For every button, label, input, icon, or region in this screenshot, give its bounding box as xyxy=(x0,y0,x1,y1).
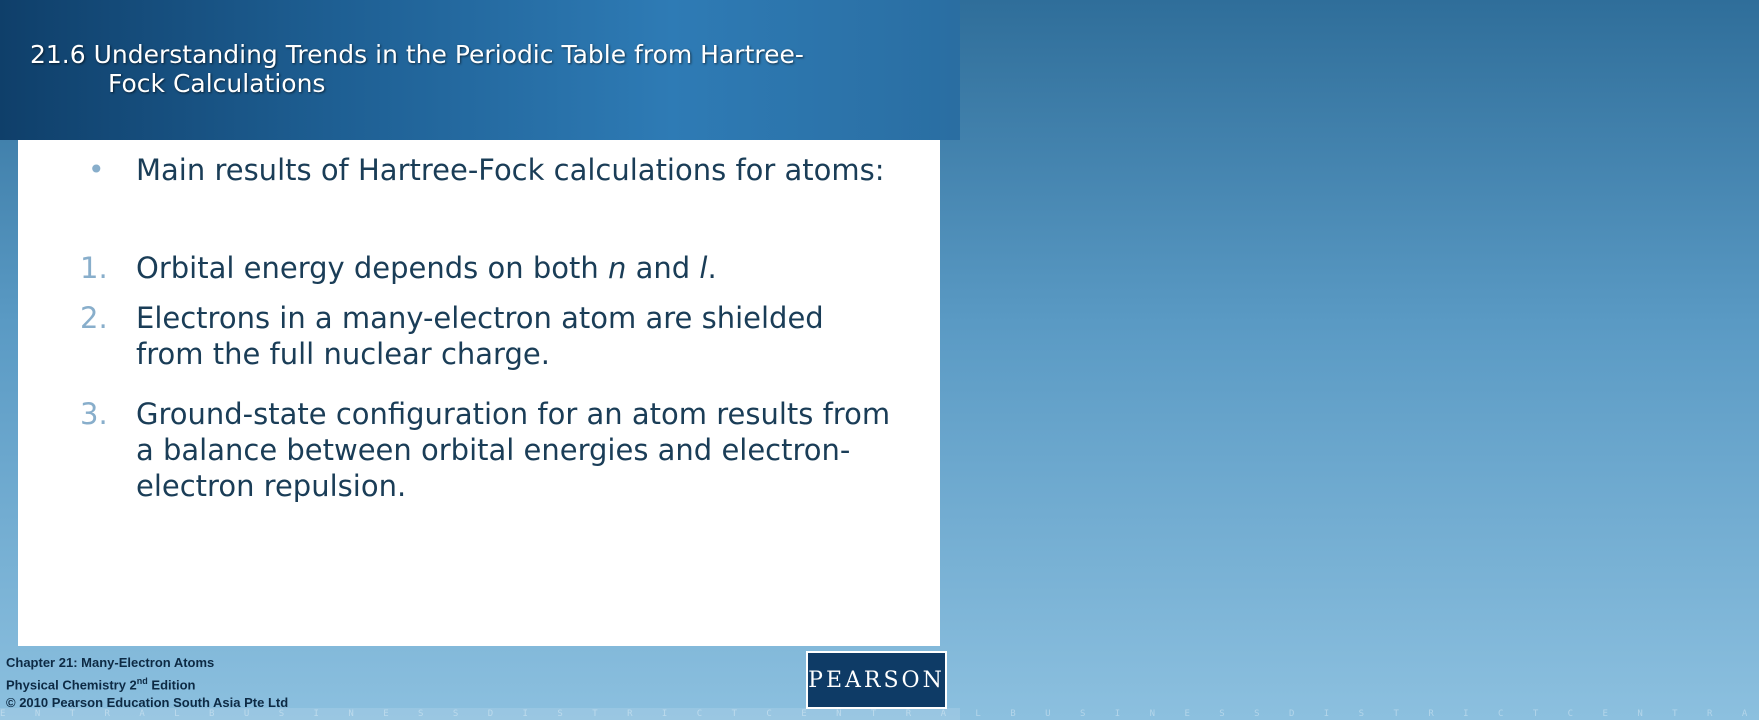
slide-title xyxy=(30,40,930,98)
list-number-2: 2. xyxy=(80,301,108,335)
var-n: n xyxy=(607,251,627,285)
list-text-3: Ground-state configuration for an atom results from a balance between orbital energies and electron-electron repulsion. xyxy=(136,397,891,503)
slide-title-line1: 21.6 Understanding Trends in the Periodic Table from Hartree- xyxy=(30,40,804,69)
decorative-letter-strip: E N T R A L B U S I N E S S D I S T R I C T C E N T R A L B U S I N E S S D I S T R I C T C E N T R A xyxy=(0,709,1759,719)
footer-copyright: © 2010 Pearson Education South Asia Pte Ltd xyxy=(6,695,289,711)
var-l: l xyxy=(699,251,708,285)
footer-credits xyxy=(6,654,288,712)
list-number-3: 3. xyxy=(80,397,108,431)
list-number-1: 1. xyxy=(80,251,108,285)
list-text-2: Electrons in a many-electron atom are shielded from the full nuclear charge. xyxy=(136,301,824,371)
bullet-marker: • xyxy=(88,153,105,186)
title-band xyxy=(0,0,960,140)
pearson-logo: PEARSON xyxy=(806,651,947,709)
list-text-1: Orbital energy depends on both n and l. xyxy=(136,251,717,285)
footer-chapter: Chapter 21: Many-Electron Atoms xyxy=(6,655,215,670)
footer-book: Physical Chemistry 2nd Edition xyxy=(6,676,196,693)
slide-title-line2: Fock Calculations xyxy=(108,69,326,98)
intro-text: Main results of Hartree-Fock calculations for atoms: xyxy=(136,153,885,187)
content-panel xyxy=(18,140,940,646)
